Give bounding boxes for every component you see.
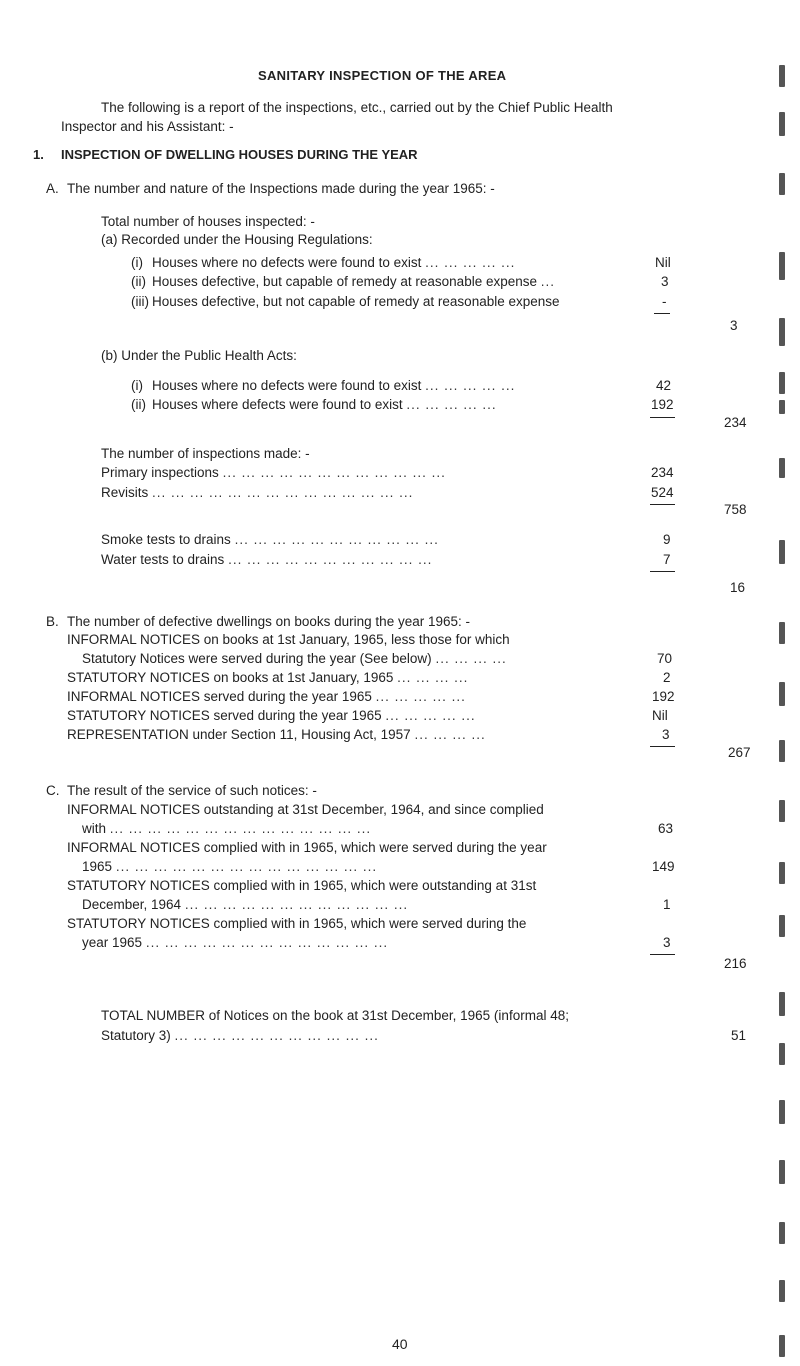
binding-mark bbox=[779, 1160, 785, 1184]
leader-dots: ... ... ... ... ... ... ... ... ... ... ... ... ... ... bbox=[109, 821, 372, 836]
b-item-num: (ii) bbox=[131, 397, 146, 412]
leader-dots: ... ... ... ... ... bbox=[406, 397, 497, 412]
b-line-label: Statutory Notices were served during the year (See below) bbox=[82, 651, 432, 666]
leader-dots: ... ... ... ... ... ... ... ... ... ... ... bbox=[234, 532, 439, 547]
b-item-value: 42 bbox=[656, 378, 672, 393]
binding-mark bbox=[779, 1280, 785, 1302]
leader-dots: ... ... ... ... ... ... ... ... ... ... ... ... ... ... bbox=[115, 859, 378, 874]
c-line-value: 3 bbox=[663, 935, 671, 950]
total-notices-line-2 bbox=[101, 1028, 379, 1043]
c-line-text: INFORMAL NOTICES complied with in 1965, which were served during the year bbox=[67, 840, 547, 855]
leader-dots: ... ... ... ... ... bbox=[425, 255, 516, 270]
binding-mark bbox=[779, 622, 785, 644]
binding-mark bbox=[779, 400, 785, 414]
inspection-value: 234 bbox=[651, 465, 674, 480]
inspection-label: Primary inspections bbox=[101, 465, 219, 480]
a-item-text bbox=[152, 294, 560, 309]
c-line-label: December, 1964 bbox=[82, 897, 182, 912]
b-line-label: REPRESENTATION under Section 11, Housing Act, 1957 bbox=[67, 727, 411, 742]
a-total: 3 bbox=[730, 318, 738, 333]
b-line-text bbox=[67, 670, 468, 685]
leader-dots: ... ... ... ... bbox=[397, 670, 469, 685]
b-line-label: INFORMAL NOTICES served during the year 1965 bbox=[67, 689, 372, 704]
binding-mark bbox=[779, 682, 785, 706]
test-text bbox=[101, 552, 432, 567]
part-b-total: 267 bbox=[728, 745, 751, 760]
page-title: SANITARY INSPECTION OF THE AREA bbox=[258, 68, 507, 83]
total-notices-value: 51 bbox=[731, 1028, 747, 1043]
test-value: 7 bbox=[663, 552, 671, 567]
c-line-value: 149 bbox=[652, 859, 675, 874]
subtotal-rule bbox=[650, 746, 675, 747]
b-line-text bbox=[67, 689, 466, 704]
b-item-num: (i) bbox=[131, 378, 143, 393]
b-line-label: STATUTORY NOTICES served during the year 1965 bbox=[67, 708, 382, 723]
c-line-text bbox=[82, 821, 371, 836]
test-label: Water tests to drains bbox=[101, 552, 225, 567]
binding-mark bbox=[779, 112, 785, 136]
subtotal-rule bbox=[650, 571, 675, 572]
leader-dots: ... ... ... ... bbox=[435, 651, 507, 666]
leader-dots: ... ... ... ... ... bbox=[375, 689, 466, 704]
total-notices-label: Statutory 3) bbox=[101, 1028, 171, 1043]
b-total: 234 bbox=[724, 415, 747, 430]
b-line-text bbox=[82, 651, 507, 666]
part-b-letter: B. bbox=[46, 614, 59, 629]
a-item-label: Houses defective, but not capable of remedy at reasonable expense bbox=[152, 294, 560, 309]
page-number: 40 bbox=[392, 1336, 408, 1352]
total-notices-line-1: TOTAL NUMBER of Notices on the book at 31st December, 1965 (informal 48; bbox=[101, 1008, 569, 1023]
leader-dots: ... ... ... ... ... ... ... ... ... ... ... ... bbox=[222, 465, 446, 480]
a-item-num: (iii) bbox=[131, 294, 149, 309]
a-item-text bbox=[152, 274, 555, 289]
subtotal-rule bbox=[650, 504, 675, 505]
inspection-value: 524 bbox=[651, 485, 674, 500]
leader-dots: ... ... ... ... ... bbox=[425, 378, 516, 393]
a-item-num: (ii) bbox=[131, 274, 146, 289]
binding-mark bbox=[779, 1100, 785, 1124]
binding-mark bbox=[779, 1043, 785, 1065]
inspections-label: The number of inspections made: - bbox=[101, 446, 310, 461]
b-line-value: 192 bbox=[652, 689, 675, 704]
c-line-value: 63 bbox=[658, 821, 674, 836]
a-item-value: Nil bbox=[655, 255, 671, 270]
section-heading: INSPECTION OF DWELLING HOUSES DURING THE YEAR bbox=[61, 147, 418, 162]
a-item-text bbox=[152, 255, 515, 270]
b-item-label: Houses where defects were found to exist bbox=[152, 397, 403, 412]
a-item-value: - bbox=[662, 294, 667, 309]
binding-mark bbox=[779, 740, 785, 762]
binding-mark bbox=[779, 252, 785, 280]
binding-mark bbox=[779, 65, 785, 87]
b-line-value: 2 bbox=[663, 670, 671, 685]
c-line-text bbox=[82, 897, 408, 912]
b-line-value: Nil bbox=[652, 708, 668, 723]
b-line-label: STATUTORY NOTICES on books at 1st January, 1965 bbox=[67, 670, 394, 685]
binding-mark bbox=[779, 1335, 785, 1357]
inspection-label: Revisits bbox=[101, 485, 149, 500]
binding-mark bbox=[779, 318, 785, 346]
tests-total: 16 bbox=[730, 580, 746, 595]
binding-mark bbox=[779, 372, 785, 394]
b-line-value: 70 bbox=[657, 651, 673, 666]
inspection-text bbox=[101, 485, 413, 500]
part-c-letter: C. bbox=[46, 783, 60, 798]
test-label: Smoke tests to drains bbox=[101, 532, 231, 547]
a-item-value: 3 bbox=[661, 274, 669, 289]
intro-line-1: The following is a report of the inspections, etc., carried out by the Chief Public Health bbox=[101, 100, 613, 115]
c-line-label: with bbox=[82, 821, 107, 836]
part-c-text: The result of the service of such notices: - bbox=[67, 783, 317, 798]
intro-line-2: Inspector and his Assistant: - bbox=[61, 119, 234, 134]
c-line-label: year 1965 bbox=[82, 935, 143, 950]
b-line-text bbox=[67, 708, 476, 723]
binding-mark bbox=[779, 458, 785, 478]
subtotal-rule bbox=[650, 417, 675, 418]
binding-mark bbox=[779, 540, 785, 564]
subtotal-rule bbox=[650, 954, 675, 955]
part-b-text: The number of defective dwellings on books during the year 1965: - bbox=[67, 614, 470, 629]
total-houses-label: Total number of houses inspected: - bbox=[101, 214, 315, 229]
a-item-label: Houses where no defects were found to exist bbox=[152, 255, 422, 270]
subtotal-rule bbox=[654, 313, 670, 314]
part-a-letter: A. bbox=[46, 181, 59, 196]
c-line-text: STATUTORY NOTICES complied with in 1965, which were outstanding at 31st bbox=[67, 878, 537, 893]
b-line-text: INFORMAL NOTICES on books at 1st January, 1965, less those for which bbox=[67, 632, 510, 647]
leader-dots: ... ... ... ... ... ... ... ... ... ... ... ... ... ... bbox=[152, 485, 414, 500]
public-health-acts-label: (b) Under the Public Health Acts: bbox=[101, 348, 297, 363]
housing-regulations-label: (a) Recorded under the Housing Regulations: bbox=[101, 232, 373, 247]
b-item-text bbox=[152, 397, 497, 412]
a-item-num: (i) bbox=[131, 255, 143, 270]
test-text bbox=[101, 532, 439, 547]
leader-dots: ... ... ... ... ... ... ... ... ... ... ... bbox=[174, 1028, 379, 1043]
c-line-label: 1965 bbox=[82, 859, 113, 874]
inspection-text bbox=[101, 465, 446, 480]
leader-dots: ... bbox=[540, 274, 556, 289]
c-line-text: INFORMAL NOTICES outstanding at 31st December, 1964, and since complied bbox=[67, 802, 544, 817]
a-item-label: Houses defective, but capable of remedy at reasonable expense bbox=[152, 274, 537, 289]
test-value: 9 bbox=[663, 532, 671, 547]
leader-dots: ... ... ... ... ... ... ... ... ... ... ... bbox=[228, 552, 433, 567]
part-c-total: 216 bbox=[724, 956, 747, 971]
binding-mark bbox=[779, 862, 785, 884]
b-item-value: 192 bbox=[651, 397, 674, 412]
leader-dots: ... ... ... ... ... ... ... ... ... ... ... ... bbox=[184, 897, 409, 912]
leader-dots: ... ... ... ... bbox=[414, 727, 486, 742]
binding-mark bbox=[779, 915, 785, 937]
c-line-value: 1 bbox=[663, 897, 671, 912]
b-item-text bbox=[152, 378, 515, 393]
binding-mark bbox=[779, 1222, 785, 1244]
c-line-text bbox=[82, 859, 377, 874]
inspections-total: 758 bbox=[724, 502, 747, 517]
part-a-text: The number and nature of the Inspections made during the year 1965: - bbox=[67, 181, 495, 196]
section-number: 1. bbox=[33, 147, 44, 162]
binding-mark bbox=[779, 992, 785, 1016]
leader-dots: ... ... ... ... ... ... ... ... ... ... ... ... ... bbox=[145, 935, 389, 950]
c-line-text: STATUTORY NOTICES complied with in 1965, which were served during the bbox=[67, 916, 527, 931]
b-line-text bbox=[67, 727, 486, 742]
leader-dots: ... ... ... ... ... bbox=[385, 708, 476, 723]
c-line-text bbox=[82, 935, 388, 950]
binding-mark bbox=[779, 173, 785, 195]
b-line-value: 3 bbox=[662, 727, 670, 742]
binding-mark bbox=[779, 800, 785, 822]
b-item-label: Houses where no defects were found to exist bbox=[152, 378, 422, 393]
